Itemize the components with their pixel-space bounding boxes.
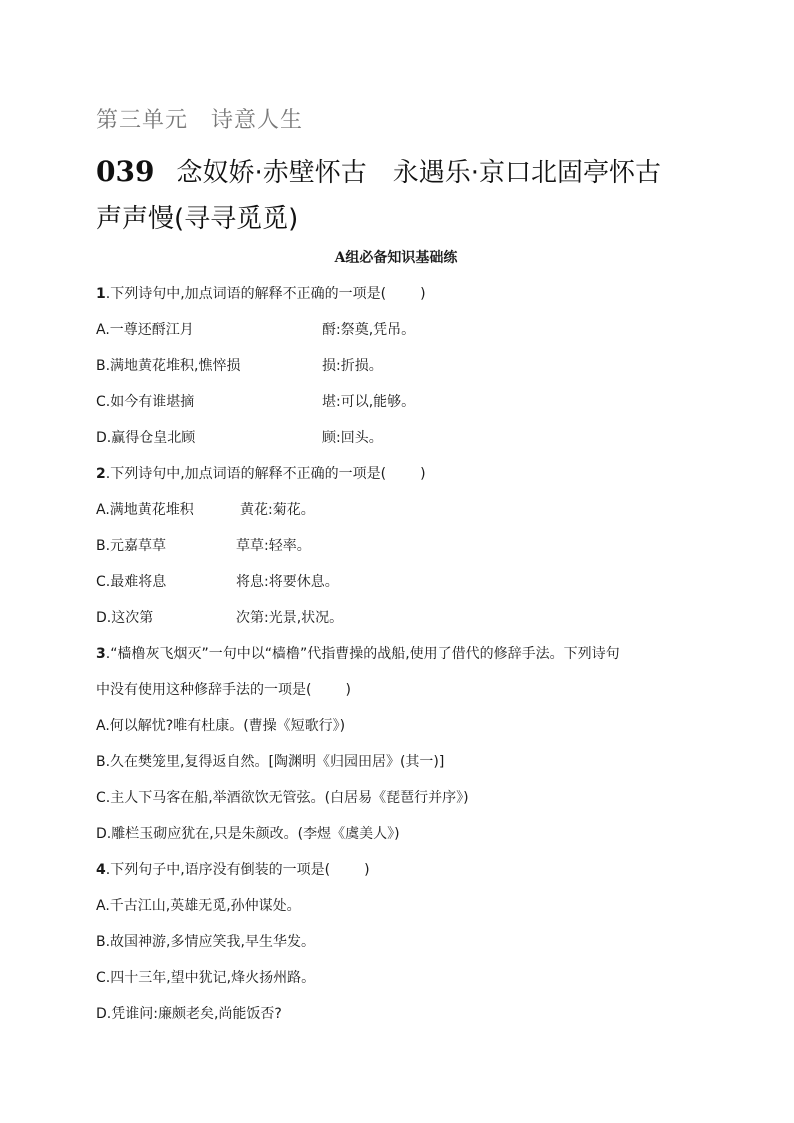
question-1-option-c: C.如今有谁堪摘 xyxy=(96,394,195,410)
question-2-option-d-explanation: 次第:光景,状况。 xyxy=(236,610,344,626)
question-3-stem-line2: 中没有使用这种修辞手法的一项是( ) xyxy=(96,682,351,698)
question-number: 3 xyxy=(96,646,106,662)
question-2-option-c: C.最难将息 xyxy=(96,574,167,590)
question-2-stem: 2.下列诗句中,加点词语的解释不正确的一项是( ) xyxy=(96,466,426,482)
question-4-option-b: B.故国神游,多情应笑我,早生华发。 xyxy=(96,934,315,950)
lesson-title-line1: 念奴娇·赤壁怀古 永遇乐·京口北固亭怀古 xyxy=(176,158,661,188)
question-3-option-b: B.久在樊笼里,复得返自然。[陶渊明《归园田居》(其一)] xyxy=(96,754,445,770)
question-1-option-b: B.满地黄花堆积,憔悴损 xyxy=(96,358,241,374)
unit-heading: 第三单元 诗意人生 xyxy=(96,108,304,133)
question-1-stem: 1.下列诗句中,加点词语的解释不正确的一项是( ) xyxy=(96,286,426,302)
question-1-option-b-explanation: 损:折损。 xyxy=(322,358,383,374)
question-1-option-d: D.赢得仓皇北顾 xyxy=(96,430,196,446)
question-4-option-c: C.四十三年,望中犹记,烽火扬州路。 xyxy=(96,970,316,986)
question-number: 4 xyxy=(96,862,106,878)
question-1-option-d-explanation: 顾:回头。 xyxy=(322,430,383,446)
lesson-title xyxy=(96,152,661,189)
question-2-option-a: A.满地黄花堆积 xyxy=(96,502,194,518)
question-4-option-d: D.凭谁问:廉颇老矣,尚能饭否? xyxy=(96,1006,282,1022)
question-1-option-a: A.一尊还酹江月 xyxy=(96,322,194,338)
question-3-option-c: C.主人下马客在船,举酒欲饮无管弦。(白居易《琵琶行并序》) xyxy=(96,790,469,806)
question-2-option-c-explanation: 将息:将要休息。 xyxy=(236,574,339,590)
question-1-option-a-explanation: 酹:祭奠,凭吊。 xyxy=(322,322,416,338)
question-2-option-b: B.元嘉草草 xyxy=(96,538,167,554)
lesson-title-line2: 声声慢(寻寻觅觅) xyxy=(96,204,299,234)
question-number: 2 xyxy=(96,466,106,482)
question-3-stem: 3.“樯橹灰飞烟灭”一句中以“樯橹”代指曹操的战船,使用了借代的修辞手法。下列诗句 xyxy=(96,646,620,662)
question-2-option-d: D.这次第 xyxy=(96,610,154,626)
section-title: A组必备知识基础练 xyxy=(334,250,458,266)
question-1-option-c-explanation: 堪:可以,能够。 xyxy=(322,394,416,410)
lesson-number: 039 xyxy=(96,155,155,188)
question-3-option-d: D.雕栏玉砌应犹在,只是朱颜改。(李煜《虞美人》) xyxy=(96,826,400,842)
question-4-option-a: A.千古江山,英雄无觅,孙仲谋处。 xyxy=(96,898,301,914)
question-4-stem: 4.下列句子中,语序没有倒装的一项是( ) xyxy=(96,862,370,878)
question-2-option-b-explanation: 草草:轻率。 xyxy=(236,538,311,554)
question-number: 1 xyxy=(96,286,106,302)
question-3-option-a: A.何以解忧?唯有杜康。(曹操《短歌行》) xyxy=(96,718,346,734)
question-2-option-a-explanation: 黄花:菊花。 xyxy=(240,502,315,518)
